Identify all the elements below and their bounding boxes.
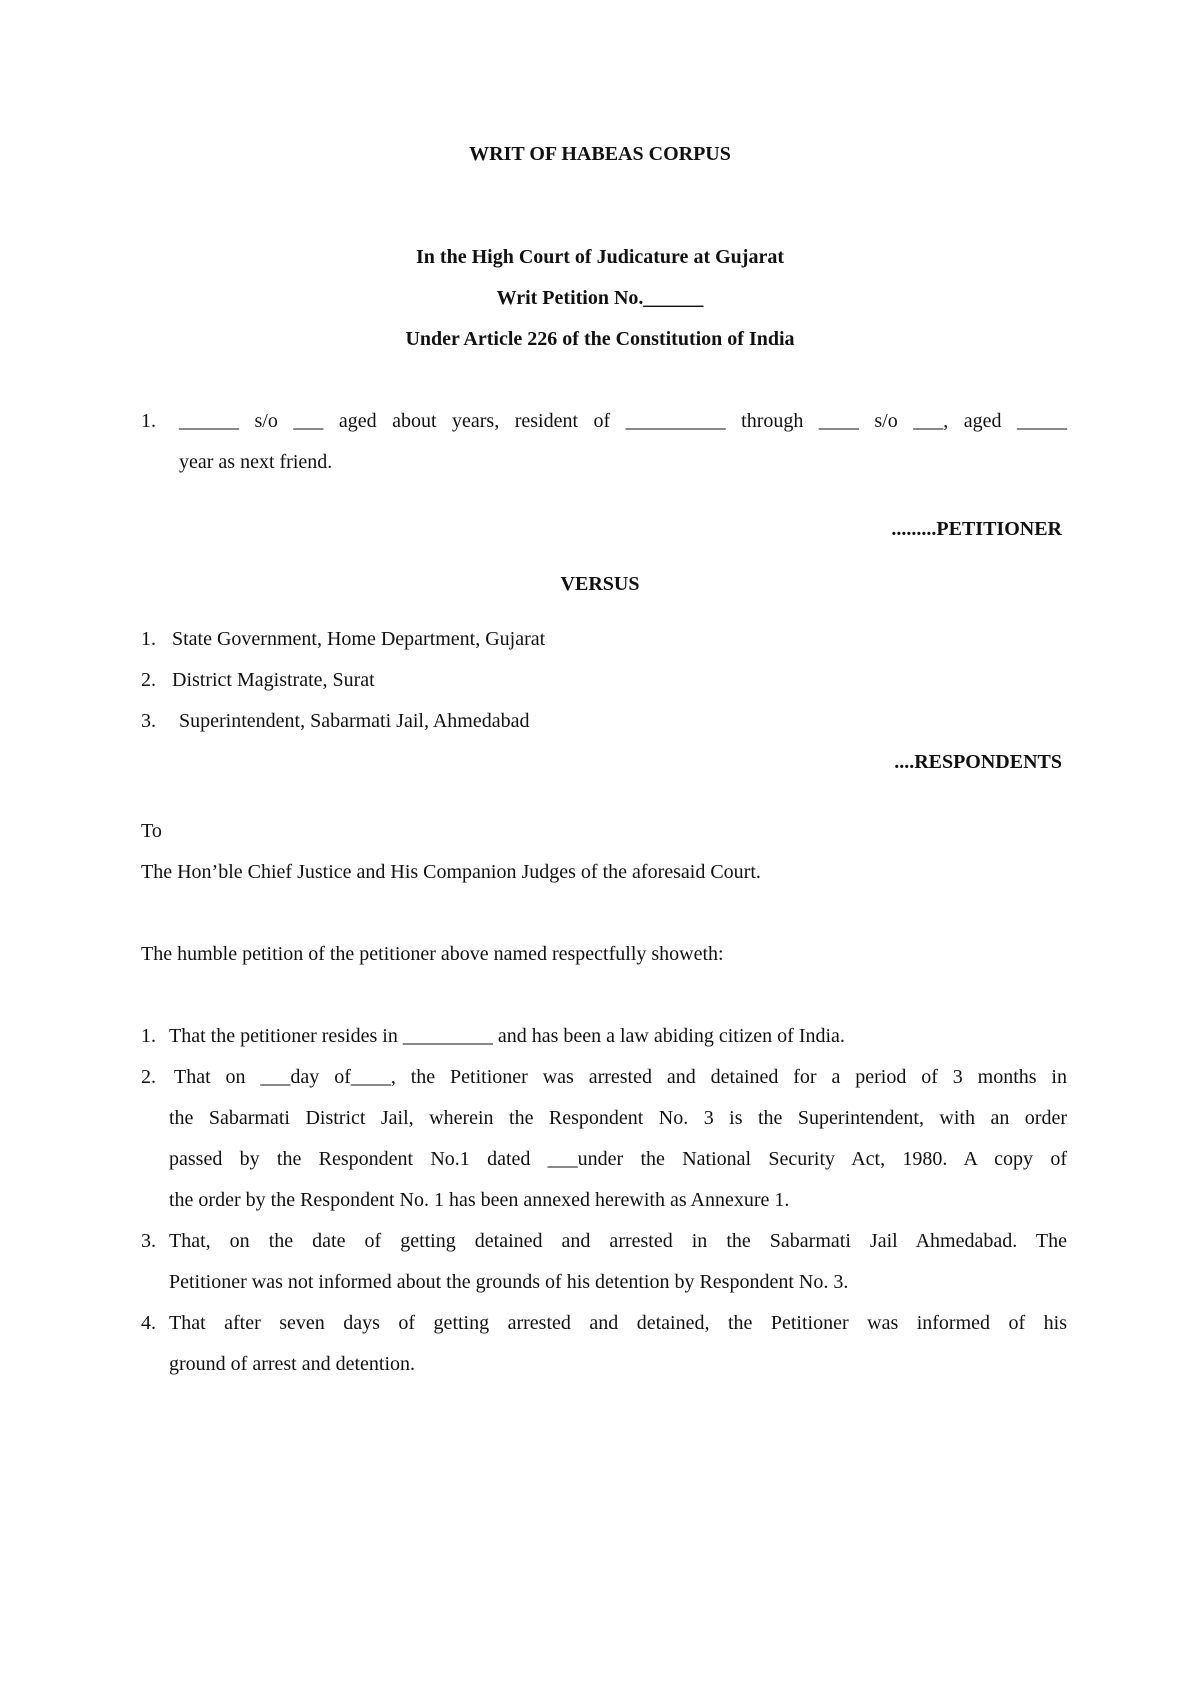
petitioner-label: .........PETITIONER [891, 518, 1062, 540]
paragraph-line: passed by the Respondent No.1 dated ___under the National Security Act, 1980. A copy of [169, 1148, 1067, 1170]
article-reference: Under Article 226 of the Constitution of India [405, 328, 795, 350]
to-line: To [141, 820, 162, 842]
petition-number: Writ Petition No.______ [496, 287, 704, 309]
paragraph-line: That, on the date of getting detained and arrested in the Sabarmati Jail Ahmedabad. The [169, 1230, 1067, 1252]
paragraph-line: ground of arrest and detention. [169, 1353, 416, 1375]
addressee: The Hon’ble Chief Justice and His Companion Judges of the aforesaid Court. [141, 861, 761, 883]
respondent-item: Superintendent, Sabarmati Jail, Ahmedabad [179, 710, 530, 732]
respondent-number: 1. [141, 628, 156, 650]
court-name: In the High Court of Judicature at Gujarat [416, 246, 784, 268]
respondent-item: State Government, Home Department, Gujarat [172, 628, 546, 650]
paragraph-line: That the petitioner resides in _________ and has been a law abiding citizen of India. [169, 1025, 845, 1047]
paragraph-number: 2. [141, 1066, 156, 1088]
paragraph-number: 4. [141, 1312, 156, 1334]
respondents-label: ....RESPONDENTS [894, 751, 1062, 773]
petitioner-number: 1. [141, 410, 156, 432]
respondent-number: 2. [141, 669, 156, 691]
paragraph-number: 3. [141, 1230, 156, 1252]
paragraph-line: That on ___day of____, the Petitioner was arrested and detained for a period of 3 months in [174, 1066, 1067, 1088]
paragraph-line: the order by the Respondent No. 1 has been annexed herewith as Annexure 1. [169, 1189, 790, 1211]
paragraph-number: 1. [141, 1025, 156, 1047]
document-title: WRIT OF HABEAS CORPUS [469, 143, 731, 165]
petition-intro: The humble petition of the petitioner above named respectfully showeth: [141, 943, 724, 965]
petitioner-line-2: year as next friend. [179, 451, 333, 473]
paragraph-line: Petitioner was not informed about the grounds of his detention by Respondent No. 3. [169, 1271, 849, 1293]
paragraph-line: That after seven days of getting arrested and detained, the Petitioner was informed of his [169, 1312, 1067, 1334]
versus-heading: VERSUS [560, 573, 640, 595]
petitioner-line-1: ______ s/o ___ aged about years, resident of __________ through ____ s/o ___, aged _____ [179, 410, 1067, 432]
respondent-number: 3. [141, 710, 156, 732]
respondent-item: District Magistrate, Surat [172, 669, 375, 691]
paragraph-line: the Sabarmati District Jail, wherein the Respondent No. 3 is the Superintendent, with an order [169, 1107, 1067, 1129]
